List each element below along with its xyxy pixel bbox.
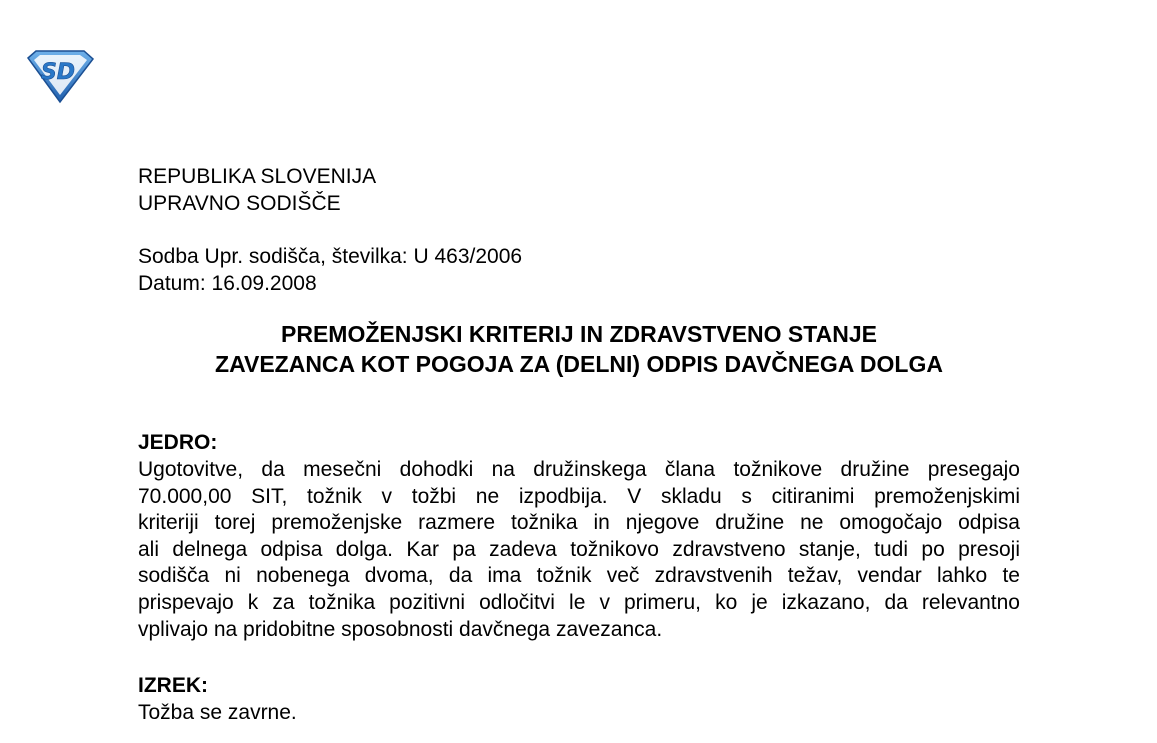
decision-date: Datum: 16.09.2008 (138, 271, 317, 295)
case-number: Sodba Upr. sodišča, številka: U 463/2006 (138, 245, 523, 269)
izrek-heading: IZREK: (138, 674, 208, 698)
izrek-text: Tožba se zavrne. (138, 700, 297, 724)
court-heading: UPRAVNO SODIŠČE (138, 191, 341, 215)
jedro-line: 70.000,00 SIT, tožnik v tožbi ne izpodbija. V skladu s citiranimi premoženjskimi (138, 484, 1020, 508)
document-title (138, 319, 1020, 379)
jedro-paragraph (138, 457, 1020, 643)
sd-shield-logo-icon (22, 48, 96, 104)
title-line-2: ZAVEZANCA KOT POGOJA ZA (DELNI) ODPIS DAVČNEGA DOLGA (215, 351, 943, 378)
jedro-line: kriteriji torej premoženjske razmere tožnika in njegove družine ne omogočajo odpisa (138, 511, 1020, 535)
jedro-line: Ugotovitve, da mesečni dohodki na družinskega člana tožnikove družine presegajo (138, 457, 1020, 481)
jedro-line: sodišča ni nobenega dvoma, da ima tožnik več zdravstvenih težav, vendar lahko te (138, 564, 1020, 588)
sd-logo (22, 48, 96, 104)
country-heading: REPUBLIKA SLOVENIJA (138, 165, 377, 188)
jedro-heading: JEDRO: (138, 431, 218, 455)
title-line-1: PREMOŽENJSKI KRITERIJ IN ZDRAVSTVENO STANJE (281, 321, 877, 348)
document-body (138, 164, 1020, 726)
jedro-line: vplivajo na pridobitne sposobnosti davčnega zavezanca. (138, 617, 663, 641)
jedro-line: prispevajo k za tožnika pozitivni odločitvi le v primeru, ko je izkazano, da relevantno (138, 590, 1020, 614)
logo-text: SD (40, 60, 76, 85)
jedro-line: ali delnega odpisa dolga. Kar pa zadeva tožnikovo zdravstveno stanje, tudi po presoji (138, 537, 1020, 561)
